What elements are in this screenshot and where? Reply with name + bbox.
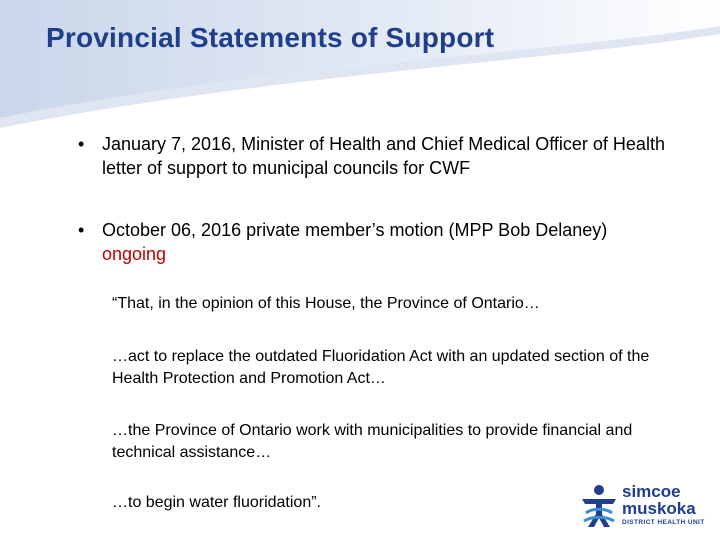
bullet-marker: •: [78, 220, 85, 240]
people-figure-icon: [580, 483, 618, 529]
bullet-item: [78, 132, 678, 180]
bullet-item: [78, 218, 678, 266]
organization-logo: [580, 481, 708, 531]
bullet-marker: •: [78, 134, 85, 154]
logo-text-line1: simcoe: [622, 482, 681, 501]
bullet-text: October 06, 2016 private member’s motion (MPP Bob Delaney): [102, 220, 608, 240]
bullet-text-with-status: [102, 218, 678, 266]
status-text: ongoing: [102, 244, 167, 264]
logo-subtitle: DISTRICT HEALTH UNIT: [622, 519, 705, 526]
header-swoosh-decoration: [0, 0, 720, 140]
bullet-text: January 7, 2016, Minister of Health and Chief Medical Officer of Health letter of support to municipal councils for CWF: [102, 134, 665, 178]
slide-title: Provincial Statements of Support: [46, 22, 495, 53]
quote-line: …to begin water fluoridation”.: [112, 494, 321, 511]
logo-text-line2: muskoka: [622, 499, 696, 518]
quote-line: “That, in the opinion of this House, the Province of Ontario…: [112, 295, 540, 312]
quote-line: …the Province of Ontario work with municipalities to provide financial and technical assistance…: [112, 422, 633, 461]
quote-line: …act to replace the outdated Fluoridation Act with an updated section of the Health Protection and Promotion Act…: [112, 348, 650, 387]
